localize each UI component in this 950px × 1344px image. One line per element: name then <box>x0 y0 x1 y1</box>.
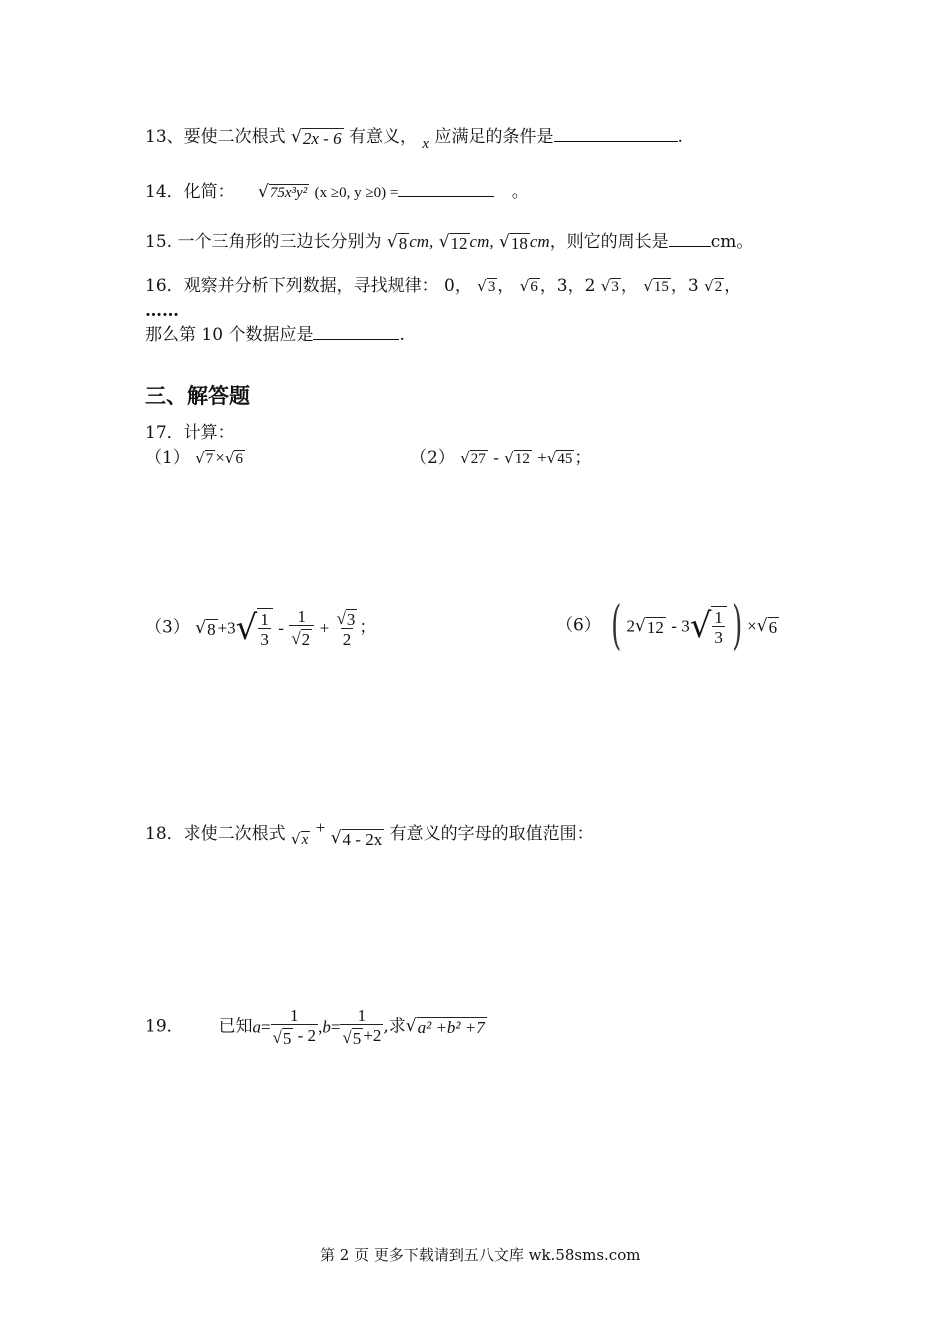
q19-radicand: a² +b² +7 <box>417 1018 485 1038</box>
question-13 <box>145 127 683 152</box>
q15-number: 15. <box>145 232 173 252</box>
q17-p6-label: （6） <box>556 615 601 636</box>
q17-p1-label: （1） <box>145 448 190 468</box>
q16-sqrt-5: √2 <box>704 277 723 295</box>
q13-text-c: 应满足的条件是 <box>434 127 554 147</box>
question-15: 15. 一个三角形的三边长分别为 √8 cm, √12 cm, √18 cm，则它的周长是 cm。 <box>145 232 754 253</box>
q13-var: x <box>422 136 430 152</box>
q16-answer-blank[interactable] <box>313 339 399 340</box>
q13-sqrt: √2x - 6 <box>291 127 342 148</box>
q18-radicand-2: 4 - 2x <box>342 830 383 849</box>
q16-sqrt-2: √6 <box>519 277 538 295</box>
question-17-title: 17．计算： <box>145 423 235 443</box>
q16-sqrt-4: √15 <box>643 277 669 295</box>
left-paren: ( <box>611 596 622 656</box>
q15-text-a: 一个三角形的三边长分别为 <box>177 232 382 252</box>
q14-sqrt: √75x³y² <box>258 182 308 202</box>
q14-text-a: 化简： <box>183 182 235 202</box>
q16-ellipsis: …… <box>145 301 179 321</box>
q13-answer-blank[interactable] <box>554 141 678 142</box>
q16-number: 16． <box>145 276 184 296</box>
q15-unit: cm。 <box>710 232 754 252</box>
q17-part-1: （1） √7 ×√6 <box>145 448 243 468</box>
q15-sqrt-3: √18 <box>499 232 528 253</box>
question-19: 19． 已知a= $\frac{1}{√5 - 2}$ ,b= $\frac{1}{√5 +2}$ ,求√a² +b² +7 <box>145 1006 485 1048</box>
question-18: 18．求使二次根式 √x + √4 - 2x 有意义的字母的取值范围： <box>145 818 594 849</box>
q13-end: . <box>677 127 683 147</box>
q17-p3-label: （3） <box>145 617 190 638</box>
q14-number: 14． <box>145 182 184 202</box>
q15-sqrt-1: √8 <box>386 232 408 253</box>
q15-sqrt-2: √12 <box>438 232 468 253</box>
q16-sqrt-1: √3 <box>477 277 496 295</box>
question-16-line-2: 那么第 10 个数据应是 . <box>145 325 405 345</box>
q17-part-3: （3） √8 +3√ $\frac{1}{3}$ - $\frac{1}{√2}$ + $\frac{√3}{2}$ ； <box>145 607 377 649</box>
q13-text-b: 有意义， <box>349 127 418 147</box>
q16-text-a: 观察并分析下列数据，寻找规律： <box>183 276 439 296</box>
q15-text-b: ，则它的周长是 <box>549 232 669 252</box>
q14-answer-blank[interactable] <box>398 196 494 197</box>
right-paren: ) <box>731 596 743 656</box>
q14-radicand: 75x³y² <box>269 185 308 201</box>
q13-radicand: 2x - 6 <box>302 129 342 148</box>
q14-end: 。 <box>511 182 529 202</box>
q13-number: 13、 <box>145 127 184 147</box>
q17-p2-label: （2） <box>410 448 455 468</box>
q15-answer-blank[interactable] <box>669 246 711 247</box>
q14-condition: (x ≥0, y ≥0) = <box>314 185 399 201</box>
question-14 <box>145 184 529 201</box>
question-16: 16．观察并分析下列数据，寻找规律： 0， √3 ， √6 ，3，2 √3 ， √15 ，3 √2 ， <box>145 276 742 296</box>
q13-text-a: 要使二次根式 <box>183 127 286 147</box>
page-footer: 第 2 页 更多下载请到五八文库 wk.58sms.com <box>320 1246 641 1264</box>
q19-fraction-b: $\frac{1}{√5 +2}$ <box>342 1006 382 1048</box>
q17-part-2: （2） √27 - √12 +√45 ； <box>410 448 592 468</box>
q17-part-6: （6） ( 2√12 - 3√ $\frac{1}{3}$ ) ×√6 <box>556 596 778 656</box>
q16-sqrt-3: √3 <box>600 277 619 295</box>
section-3-title: 三、解答题 <box>145 384 250 408</box>
q19-fraction-a: $\frac{1}{√5 - 2}$ <box>272 1006 317 1048</box>
